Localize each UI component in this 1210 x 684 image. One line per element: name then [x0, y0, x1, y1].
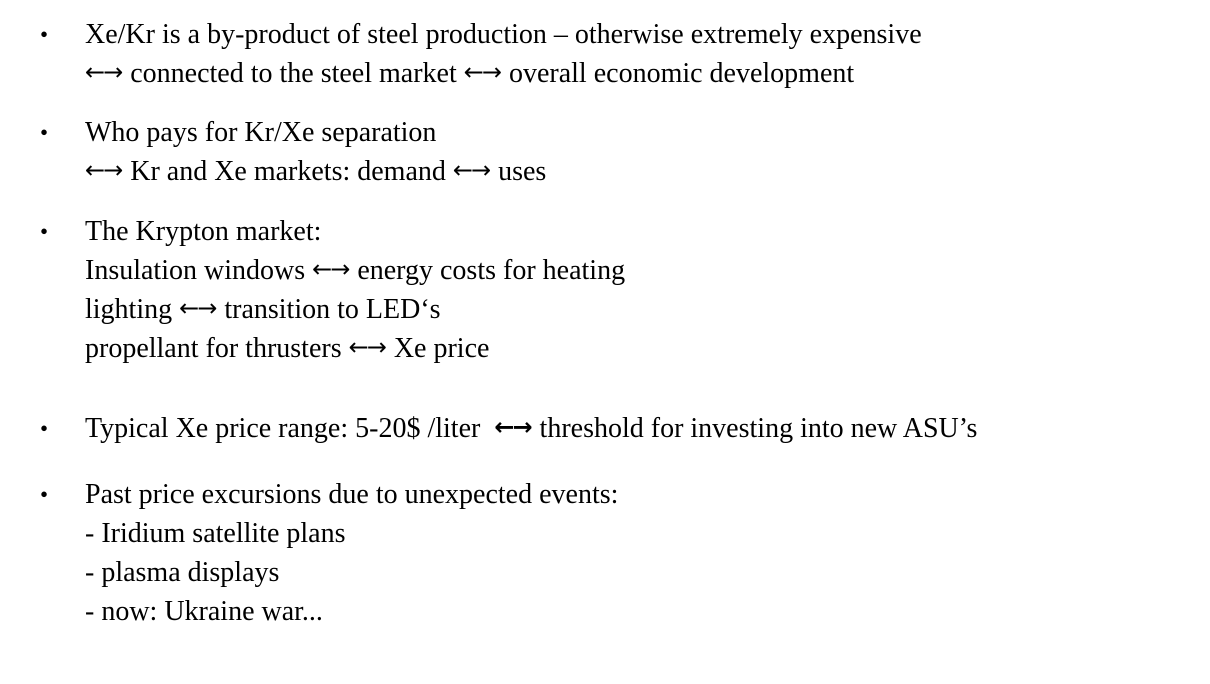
double-arrow-icon: ←→	[312, 255, 349, 283]
bullet-text-segment: connected to the steel market	[123, 58, 464, 89]
bullet-text-segment: Insulation windows	[85, 255, 313, 286]
double-arrow-icon: ←→	[452, 156, 490, 184]
bullet-text-line: Who pays for Kr/Xe separation	[85, 117, 437, 148]
double-arrow-icon: ←→	[85, 156, 122, 184]
bullet-text-line: Xe/Kr is a by-product of steel production – otherwise extremely expensive	[85, 19, 922, 50]
bullet-text-segment: Typical Xe price range: 5-20$ /liter	[85, 413, 495, 444]
sub-list-item: - plasma displays	[85, 557, 280, 588]
bullet-marker: •	[40, 22, 49, 47]
bullet-marker: •	[40, 482, 49, 507]
bullet-text-line: The Krypton market:	[85, 216, 322, 247]
bullet-text-segment: propellant for thrusters	[85, 333, 349, 364]
double-arrow-icon: ←→	[348, 333, 385, 361]
bullet-text-segment: transition to LED‘s	[217, 294, 441, 325]
bullet-text-line: Past price excursions due to unexpected events:	[85, 479, 619, 510]
bullet-lines	[85, 15, 922, 93]
bullet-text-segment: energy costs for heating	[350, 255, 626, 286]
double-arrow-icon: ←→	[494, 413, 531, 441]
sub-list-item: - now: Ukraine war...	[85, 596, 323, 627]
double-arrow-icon: ←→	[463, 58, 500, 86]
bullet-marker: •	[40, 120, 49, 145]
bullet-text-line	[85, 329, 625, 368]
bullet-lines	[85, 409, 977, 448]
bullet-marker: •	[40, 219, 49, 244]
bullet-text-line	[85, 409, 977, 448]
bullet-text-line	[85, 54, 922, 93]
bullet-lines	[85, 212, 625, 368]
bullet-text-segment: lighting	[85, 294, 180, 325]
bullet-lines	[85, 113, 546, 191]
bullet-text-segment: overall economic development	[501, 58, 855, 89]
bullet-text-line	[85, 251, 625, 290]
double-arrow-icon: ←→	[85, 58, 122, 86]
bullet-text-segment: uses	[491, 156, 547, 187]
bullet-text-segment: threshold for investing into new ASU’s	[532, 413, 978, 444]
bullet-marker: •	[40, 416, 49, 441]
bullet-text-segment: Xe price	[386, 333, 490, 364]
bullet-text-segment: Kr and Xe markets: demand	[123, 156, 453, 187]
double-arrow-icon: ←→	[179, 294, 216, 322]
bullet-text-line	[85, 290, 625, 329]
bullet-lines	[85, 475, 618, 631]
sub-list-item: - Iridium satellite plans	[85, 518, 346, 549]
bullet-text-line	[85, 152, 546, 191]
